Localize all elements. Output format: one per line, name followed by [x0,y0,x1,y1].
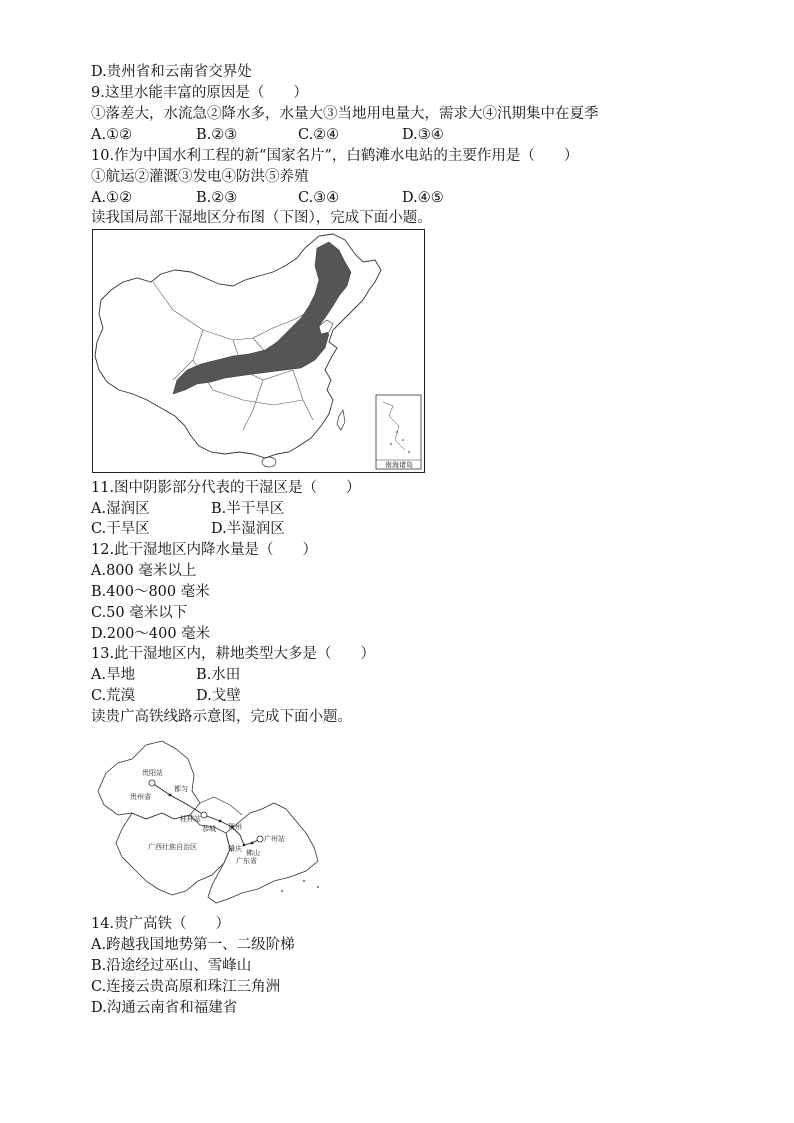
q12-option-c: C.50 毫米以下 [91,605,188,621]
q11-option-b: B.半干旱区 [211,501,285,517]
guizhou-outline [98,741,200,819]
q14-option-d: D.沟通云南省和福建省 [91,1000,238,1016]
china-dry-wet-map [92,229,425,473]
q9-statements: ①落差大，水流急②降水多，水量大③当地用电量大，需求大④汛期集中在夏季 [91,106,599,122]
q11-option-d: D.半湿润区 [211,521,285,537]
south-sea-inset [376,395,421,469]
q9-option-a: A.①② [91,127,133,143]
q12-option-d: D.200～400 毫米 [91,626,211,642]
label-guilin: 桂林站 [180,815,201,823]
q9-stem: 9.这里水能丰富的原因是（ ） [91,85,308,101]
q14-option-b: B.沿途经过巫山、雪峰山 [91,958,252,974]
q10-option-a: A.①② [91,190,133,206]
q12-option-a: A.800 毫米以上 [91,563,197,579]
q10-option-b: B.②③ [196,190,238,206]
guangdong-outline [208,803,318,903]
q13-option-a: A.旱地 [91,667,136,683]
q12-option-b: B.400～800 毫米 [91,584,210,600]
q11-option-a: A.湿润区 [91,501,150,517]
q9-option-b: B.②③ [196,127,238,143]
taiwan-island [337,410,345,430]
label-guangzhou: 广州站 [264,835,285,843]
label-duyun: 都匀 [174,785,188,793]
shaded-region [173,242,351,394]
label-guizhou: 贵州省 [130,793,151,801]
label-guangdong: 广东省 [236,857,257,865]
label-gongcheng: 恭城 [202,825,216,833]
q10-option-d: D.④⑤ [402,190,444,206]
q9-option-d: D.③④ [402,127,444,143]
china-map-svg [93,230,423,471]
intro-railway-map: 读贵广高铁线路示意图，完成下面小题。 [91,709,352,725]
q10-stem: 10.作为中国水利工程的新“国家名片”，白鹤滩水电站的主要作用是（ ） [91,148,579,164]
q8-option-d: D.贵州省和云南省交界处 [91,64,252,80]
label-guangxi: 广西壮族自治区 [148,843,197,851]
q13-option-c: C.荒漠 [91,688,136,704]
label-hezhou: 贺州 [228,823,242,831]
q14-option-c: C.连接云贵高原和珠江三角洲 [91,979,281,995]
q10-option-c: C.③④ [298,190,340,206]
label-zhaoqing: 肇庆 [228,845,242,853]
q12-stem: 12.此干湿地区内降水量是（ ） [91,542,318,558]
q13-option-d: D.戈壁 [196,688,241,704]
intro-dry-wet-map: 读我国局部干湿地区分布图（下图），完成下面小题。 [91,210,432,226]
hainan-island [262,457,276,467]
q11-stem: 11.图中阴影部分代表的干湿区是（ ） [91,480,361,496]
q13-option-b: B.水田 [196,667,241,683]
hunan-edge [200,797,242,815]
q13-stem: 13.此干湿地区内，耕地类型大多是（ ） [91,646,376,662]
q10-statements: ①航运②灌溉③发电④防洪⑤养殖 [91,169,309,185]
q14-option-a: A.跨越我国地势第一、二级阶梯 [91,937,295,953]
label-guiyang: 贵阳站 [142,769,163,777]
q14-stem: 14.贵广高铁（ ） [91,916,231,932]
railway-map-svg [92,735,330,907]
inset-label: 南海诸岛 [385,461,413,469]
q9-option-c: C.②④ [298,127,340,143]
label-foshan: 佛山 [246,849,260,857]
railway-map [92,735,330,907]
q11-option-c: C.干旱区 [91,521,150,537]
